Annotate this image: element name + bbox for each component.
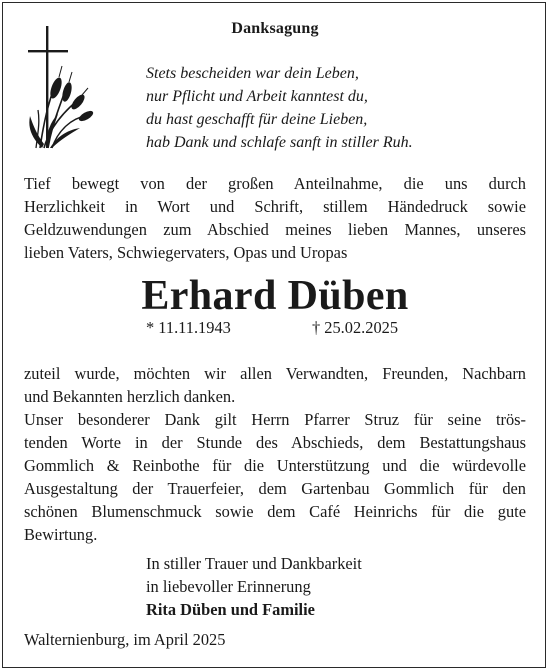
death-date: † 25.02.2025 — [312, 318, 399, 337]
closing-block — [146, 552, 362, 621]
text-line: Geldzuwendungen zum Abschied meines lieben Mannes, unseres — [24, 220, 526, 239]
text-line: lieben Vaters, Schwiegervaters, Opas und Uropas — [24, 243, 348, 262]
place-and-date: Walternienburg, im April 2025 — [24, 630, 226, 649]
signature: Rita Düben und Familie — [146, 600, 315, 619]
text-line: Tief bewegt von der großen Anteilnahme, die uns durch — [24, 174, 526, 193]
poem — [146, 62, 413, 154]
text-line: Ausgestaltung der Trauerfeier, dem Gartenbau Gommlich für den — [24, 479, 526, 498]
thanks-paragraph — [24, 362, 526, 546]
poem-line: nur Pflicht und Arbeit kanntest du, — [146, 88, 368, 105]
birth-date: * 11.11.1943 — [146, 318, 231, 337]
text-line: schönen Blumenschmuck sowie dem Café Heinrichs für die gute — [24, 502, 526, 521]
cross-with-reeds-icon — [26, 26, 102, 150]
intro-paragraph — [24, 172, 526, 264]
text-line: Bewirtung. — [24, 525, 98, 544]
poem-line: hab Dank und schlafe sanft in stiller Ruh. — [146, 134, 413, 151]
text-line: zuteil wurde, möchten wir allen Verwandten, Freunden, Nachbarn — [24, 364, 526, 383]
text-line: tenden Worte in der Stunde des Abschieds, dem Bestattungshaus — [24, 433, 526, 452]
text-line: Unser besonderer Dank gilt Herrn Pfarrer Struz für seine trös- — [24, 410, 526, 429]
poem-line: Stets bescheiden war dein Leben, — [146, 65, 359, 82]
poem-line: du hast geschafft für deine Lieben, — [146, 111, 368, 128]
closing-line: In stiller Trauer und Dankbarkeit — [146, 554, 362, 573]
notice-heading: Danksagung — [231, 20, 319, 37]
deceased-name: Erhard Düben — [141, 273, 409, 319]
closing-line: in liebevoller Erinnerung — [146, 577, 311, 596]
text-line: und Bekannten herzlich danken. — [24, 387, 236, 406]
text-line: Herzlichkeit in Wort und Schrift, stillem Händedruck sowie — [24, 197, 526, 216]
text-line: Gommlich & Reinbothe für die Unterstützung und die würdevolle — [24, 456, 526, 475]
